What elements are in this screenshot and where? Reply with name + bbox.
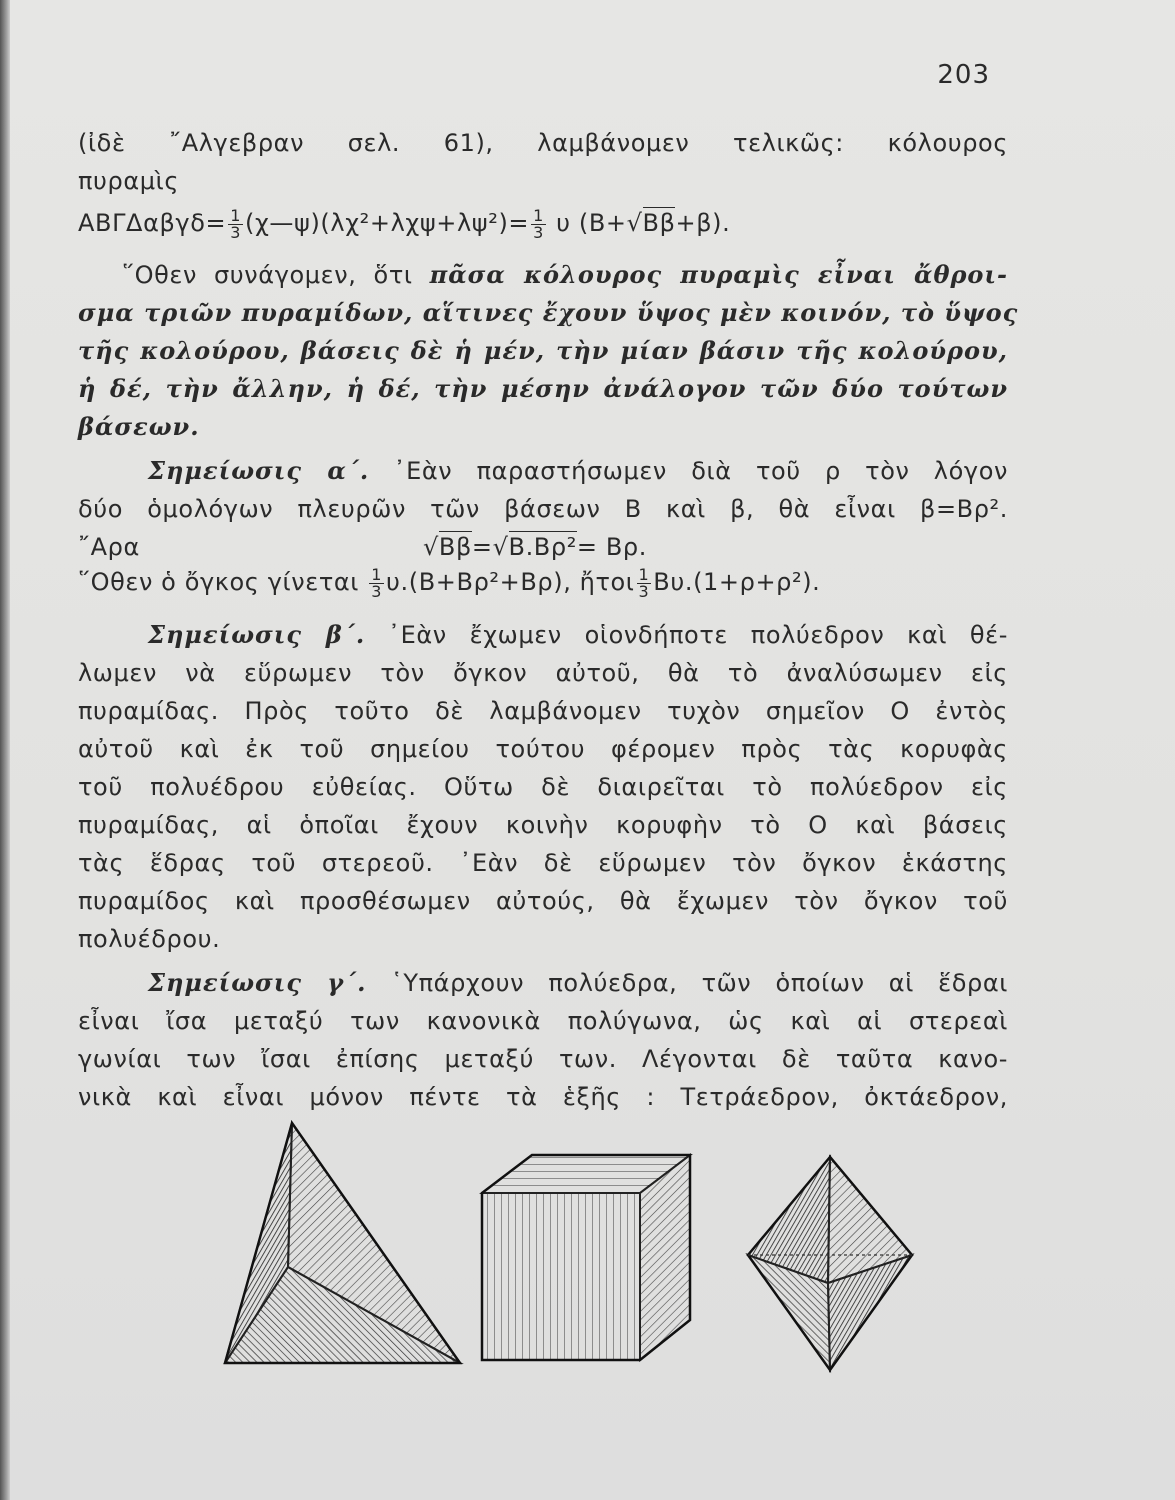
text-line: αὐτοῦ καὶ ἐκ τοῦ σημείου τούτου φέρομεν πρὸς τὰς κορυφὰς bbox=[78, 735, 1008, 763]
cube-figure bbox=[482, 1155, 690, 1360]
text-line: πυραμίδος καὶ προσθέσωμεν αὐτούς, θὰ ἔχωμεν τὸν ὄγκον τοῦ bbox=[78, 887, 1008, 915]
fraction: $\frac{1}{3}$ bbox=[533, 205, 544, 242]
note-a-title: Σημείωσις α΄. bbox=[148, 456, 370, 485]
note-b-title: Σημείωσις β΄. bbox=[148, 620, 366, 649]
note-c-heading-line: Σημείωσις γ΄. ῾Υπάρχουν πολύεδρα, τῶν ὁποίων αἱ ἕδραι bbox=[148, 968, 1009, 997]
note-b-heading-line: Σημείωσις β΄. ᾿Εὰν ἔχωμεν οἱονδήποτε πολύεδρον καὶ θέ- bbox=[148, 620, 1008, 649]
formula-frustum-volume: ΑΒΓΔαβγδ= $\frac{1}{3}$ (χ—ψ)(λχ²+λχψ+λψ²)= $\frac{1}{3}$ υ (Β+√Ββ+β). bbox=[78, 205, 731, 242]
text-line: νικὰ καὶ εἶναι μόνον πέντε τὰ ἑξῆς : Τετράεδρον, ὀκτάεδρον, bbox=[78, 1083, 1008, 1111]
text-line: πυραμίδας, αἱ ὁποῖαι ἔχουν κοινὴν κορυφὴν τὸ Ο καὶ βάσεις bbox=[78, 811, 1008, 839]
octahedron-figure bbox=[748, 1157, 912, 1370]
text-line: βάσεων. bbox=[78, 412, 200, 441]
text-line: τοῦ πολυέδρου εὐθείας. Οὕτω δὲ διαιρεῖται τὸ πολύεδρον εἰς bbox=[78, 773, 1008, 801]
fraction: $\frac{1}{3}$ bbox=[638, 564, 650, 601]
text-line: (ἰδὲ ῎Αλγεβραν σελ. 61), λαμβάνομεν τελικῶς: κόλουρος bbox=[78, 129, 1009, 157]
tetrahedron-figure bbox=[225, 1123, 460, 1363]
text-line: σμα τριῶν πυραμίδων, αἵτινες ἔχουν ὕψος μὲν κοινόν, τὸ ὕψος bbox=[78, 298, 1019, 327]
polyhedra-figures bbox=[200, 1115, 1020, 1375]
text-line: πυραμὶς bbox=[78, 167, 180, 195]
text-line: δύο ὁμολόγων πλευρῶν τῶν βάσεων Β καὶ β, θὰ εἶναι β=Βρ². bbox=[78, 495, 1008, 523]
page-number: 203 bbox=[937, 60, 990, 90]
fraction: $\frac{1}{3}$ bbox=[230, 205, 241, 242]
text-line: τῆς κολούρου, βάσεις δὲ ἡ μέν, τὴν μίαν βάσιν τῆς κολούρου, bbox=[78, 336, 1008, 365]
text-line: γωνίαι των ἴσαι ἐπίσης μεταξύ των. Λέγονται δὲ ταῦτα κανο- bbox=[78, 1045, 1008, 1073]
text-line: ἡ δέ, τὴν ἄλλην, ἡ δέ, τὴν μέσην ἀνάλογον τῶν δύο τούτων bbox=[78, 374, 1008, 403]
text-line: τὰς ἕδρας τοῦ στερεοῦ. ᾿Εὰν δὲ εὕρωμεν τὸν ὄγκον ἑκάστης bbox=[78, 849, 1008, 877]
text-line: εἶναι ἴσα μεταξύ των κανονικὰ πολύγωνα, ὡς καὶ αἱ στερεαὶ bbox=[78, 1007, 1008, 1035]
text-line: πυραμίδας. Πρὸς τοῦτο δὲ λαμβάνομεν τυχὸν σημεῖον Ο ἐντὸς bbox=[78, 697, 1008, 725]
text-line: λωμεν νὰ εὕρωμεν τὸν ὄγκον αὐτοῦ, θὰ τὸ ἀναλύσωμεν εἰς bbox=[78, 659, 1008, 687]
book-spine-shadow bbox=[0, 0, 10, 1500]
fraction: $\frac{1}{3}$ bbox=[371, 564, 383, 601]
note-a-heading-line: Σημείωσις α΄. ᾿Εὰν παραστήσωμεν διὰ τοῦ ρ τὸν λόγον bbox=[148, 456, 1008, 485]
text-line: ῞Οθεν συνάγομεν, ὅτι πᾶσα κόλουρος πυραμὶς εἶναι ἄθροι- bbox=[122, 260, 1008, 289]
formula-ara: ῎Αρα √Ββ=√Β.Βρ²= Βρ. bbox=[78, 533, 647, 561]
text-line: πολυέδρου. bbox=[78, 925, 221, 953]
note-c-title: Σημείωσις γ΄. bbox=[148, 968, 367, 997]
formula-volume: ῞Οθεν ὁ ὄγκος γίνεται $\frac{1}{3}$ υ.(Β+Βρ²+Βρ), ἤτοι $\frac{1}{3}$ Βυ.(1+ρ+ρ²). bbox=[78, 564, 821, 601]
